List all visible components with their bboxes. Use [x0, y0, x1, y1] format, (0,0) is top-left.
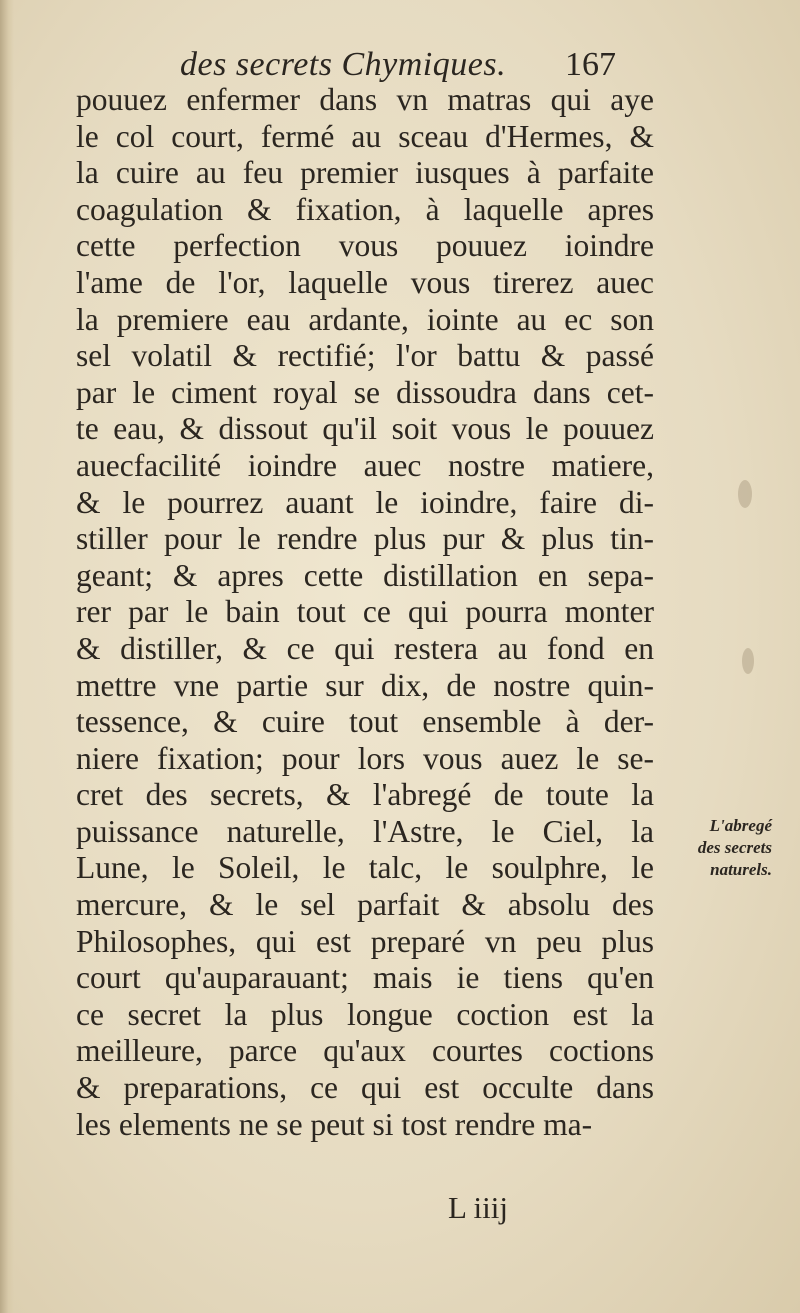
signature-mark: L iiij	[448, 1190, 508, 1225]
text-line: Philosophes, qui est preparé vn peu plus	[76, 923, 654, 959]
text-line: & preparations, ce qui est occulte dans	[76, 1070, 654, 1106]
text-line: pouuez enfermer dans vn matras qui aye	[76, 82, 654, 117]
text-line: Lune, le Soleil, le talc, le soulphre, le	[76, 850, 654, 886]
text-line: rer par le bain tout ce qui pourra monter	[76, 594, 654, 630]
text-line: cette perfection vous pouuez ioindre	[76, 228, 654, 264]
text-line: stiller pour le rendre plus pur & plus tin-	[76, 521, 654, 557]
text-line: court qu'auparauant; mais ie tiens qu'en	[76, 960, 654, 996]
text-line: meilleure, parce qu'aux courtes coctions	[76, 1033, 654, 1069]
text-line: mettre vne partie sur dix, de nostre quin-	[76, 667, 654, 703]
page-number: 167	[565, 46, 616, 83]
ink-smudge	[742, 648, 754, 674]
ink-smudge	[738, 480, 752, 508]
text-line: l'ame de l'or, laquelle vous tirerez auec	[76, 264, 654, 300]
text-line: les elements ne se peut si tost rendre ma-	[76, 1106, 593, 1142]
text-line: puissance naturelle, l'Astre, le Ciel, la	[76, 813, 654, 849]
text-line: tessence, & cuire tout ensemble à der-	[76, 704, 654, 740]
text-line: geant; & apres cette distillation en sepa-	[76, 557, 654, 593]
text-line: coagulation & fixation, à laquelle apres	[76, 191, 654, 227]
text-line: la premiere eau ardante, iointe au ec son	[76, 301, 654, 337]
margin-note-line: des secrets	[697, 838, 772, 857]
margin-note	[662, 815, 772, 881]
margin-note-line: naturels.	[710, 860, 772, 879]
page-spine-shadow	[0, 0, 14, 1313]
text-line: & distiller, & ce qui restera au fond en	[76, 630, 654, 666]
text-line: & le pourrez auant le ioindre, faire di-	[76, 484, 654, 520]
text-line: le col court, fermé au sceau d'Hermes, &	[76, 118, 654, 154]
text-line: niere fixation; pour lors vous auez le se-	[76, 740, 654, 776]
body-text	[76, 82, 654, 1143]
text-line: par le ciment royal se dissoudra dans cet-	[76, 374, 654, 410]
text-line: auecfacilité ioindre auec nostre matiere,	[76, 447, 654, 483]
margin-note-line: L'abregé	[709, 816, 772, 835]
text-line: ce secret la plus longue coction est la	[76, 996, 654, 1032]
text-line: cret des secrets, & l'abregé de toute la	[76, 777, 654, 813]
text-line: sel volatil & rectifié; l'or battu & passé	[76, 338, 654, 374]
running-title: des secrets Chymiques.	[180, 46, 507, 83]
text-line: te eau, & dissout qu'il soit vous le pouuez	[76, 411, 654, 447]
text-line: mercure, & le sel parfait & absolu des	[76, 887, 654, 923]
text-line: la cuire au feu premier iusques à parfaite	[76, 155, 654, 191]
